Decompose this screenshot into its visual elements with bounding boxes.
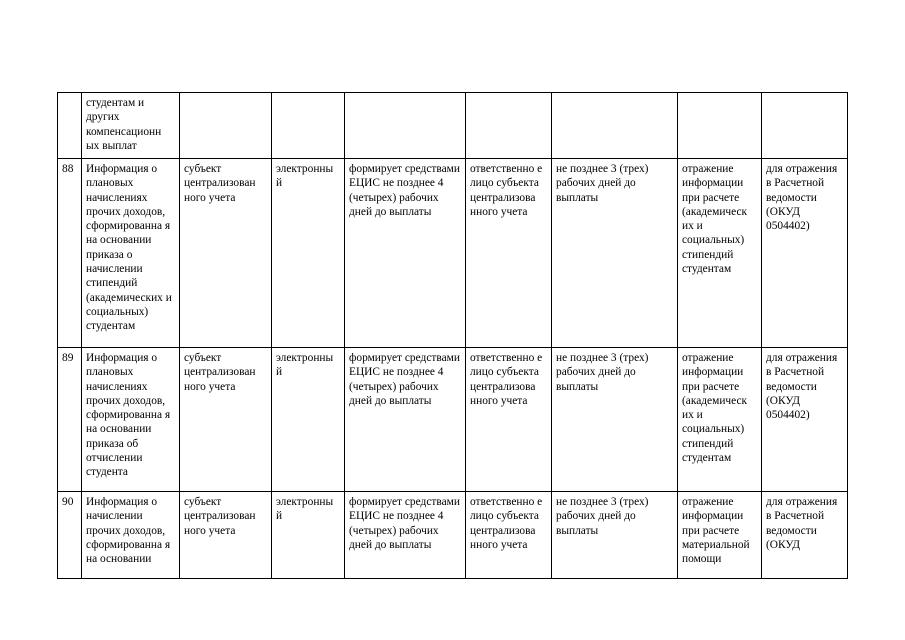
row-number: 88: [58, 159, 82, 348]
table-row: [58, 492, 848, 579]
purpose: [678, 93, 762, 159]
deadline: не позднее 3 (трех) рабочих дней до выплаты: [552, 348, 678, 492]
info-description: Информация о начислении прочих доходов, сформированна я на основании: [82, 492, 180, 579]
info-description: студентам и других компенсационн ых выплат: [82, 93, 180, 159]
deadline: не позднее 3 (трех) рабочих дней до выплаты: [552, 159, 678, 348]
responsible-person: ответственно е лицо субъекта централизова нного учета: [466, 492, 552, 579]
destination: для отражения в Расчетной ведомости (ОКУД 0504402): [762, 348, 848, 492]
row-number: 89: [58, 348, 82, 492]
row-number: 90: [58, 492, 82, 579]
table-row: [58, 348, 848, 492]
table-row: [58, 159, 848, 348]
formation-method: формирует средствами ЕЦИС не позднее 4 (четырех) рабочих дней до выплаты: [345, 492, 466, 579]
table-row: [58, 93, 848, 159]
formation-method: формирует средствами ЕЦИС не позднее 4 (четырех) рабочих дней до выплаты: [345, 348, 466, 492]
responsible-subject: субъект централизован ного учета: [180, 492, 272, 579]
info-description: Информация о плановых начислениях прочих доходов, сформированна я на основании приказа о начислении стипендий (академических и социальных) студентам: [82, 159, 180, 348]
purpose: отражение информации при расчете (академическ их и социальных) стипендий студентам: [678, 159, 762, 348]
destination: для отражения в Расчетной ведомости (ОКУД: [762, 492, 848, 579]
responsible-person: [466, 93, 552, 159]
responsible-person: ответственно е лицо субъекта централизова нного учета: [466, 348, 552, 492]
data-table: [57, 92, 848, 579]
responsible-person: ответственно е лицо субъекта централизова нного учета: [466, 159, 552, 348]
document-format: электронны й: [272, 348, 345, 492]
document-format: электронны й: [272, 159, 345, 348]
responsible-subject: субъект централизован ного учета: [180, 348, 272, 492]
purpose: отражение информации при расчете материальной помощи: [678, 492, 762, 579]
row-number: [58, 93, 82, 159]
responsible-subject: [180, 93, 272, 159]
responsible-subject: субъект централизован ного учета: [180, 159, 272, 348]
purpose: отражение информации при расчете (академическ их и социальных) стипендий студентам: [678, 348, 762, 492]
destination: для отражения в Расчетной ведомости (ОКУД 0504402): [762, 159, 848, 348]
formation-method: [345, 93, 466, 159]
destination: [762, 93, 848, 159]
formation-method: формирует средствами ЕЦИС не позднее 4 (четырех) рабочих дней до выплаты: [345, 159, 466, 348]
info-description: Информация о плановых начислениях прочих доходов, сформированна я на основании приказа об отчислении студента: [82, 348, 180, 492]
document-format: [272, 93, 345, 159]
deadline: не позднее 3 (трех) рабочих дней до выплаты: [552, 492, 678, 579]
deadline: [552, 93, 678, 159]
document-format: электронны й: [272, 492, 345, 579]
